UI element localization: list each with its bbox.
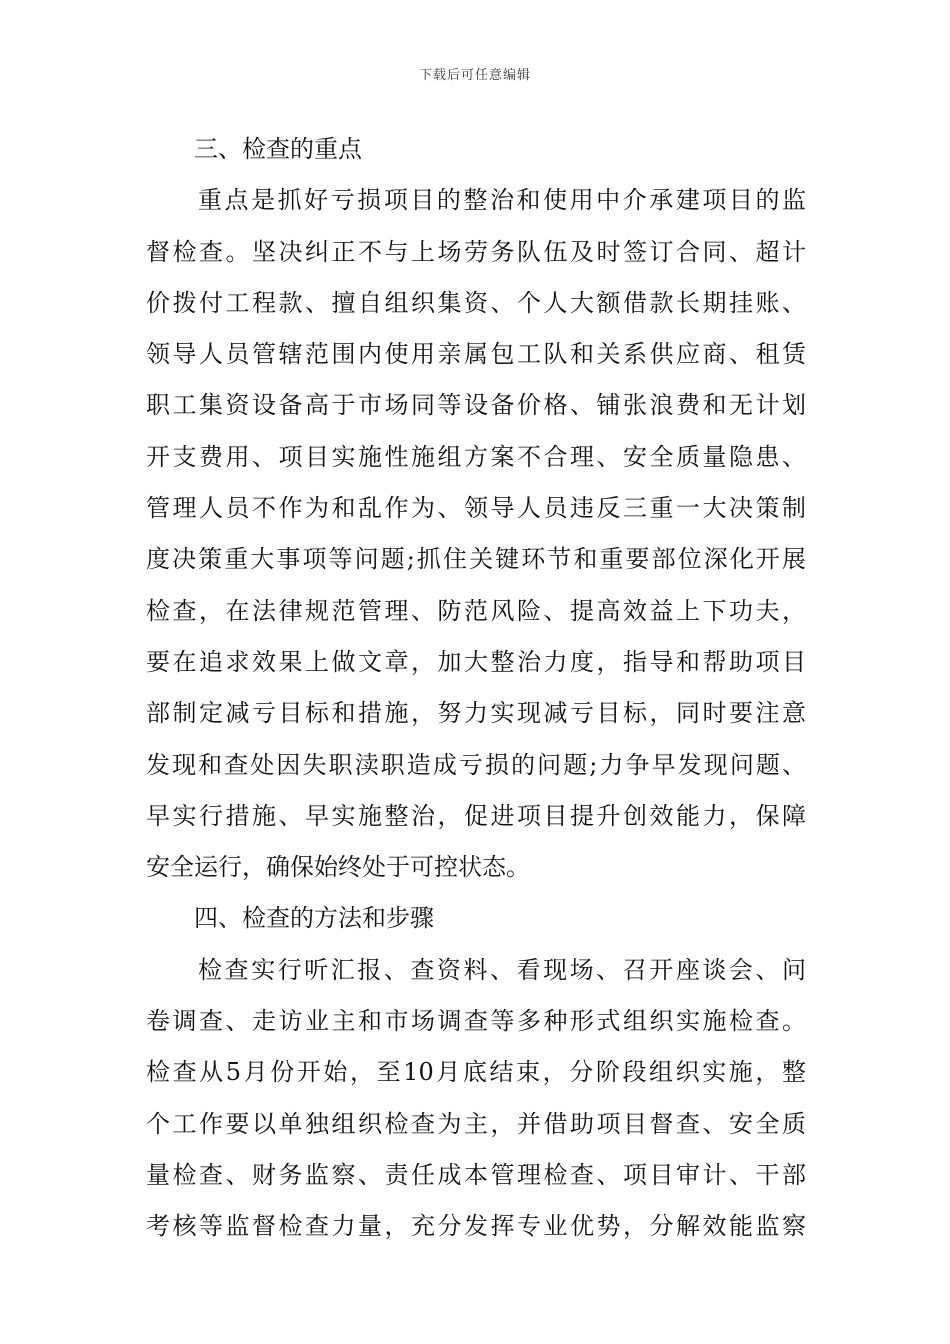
section-paragraph bbox=[146, 945, 806, 1253]
paragraph-line: 价拨付工程款、擅自组织集资、个人大额借款长期挂账、 bbox=[146, 288, 806, 317]
paragraph-line: 部制定减亏目标和措施，努力实现减亏目标，同时要注意 bbox=[146, 699, 806, 728]
paragraph-line: 考核等监督检查力量，充分发挥专业优势，分解效能监察 bbox=[146, 1212, 806, 1241]
paragraph-line: 检查实行听汇报、查资料、看现场、召开座谈会、问 bbox=[198, 955, 806, 984]
page-header: 下载后可任意编辑 bbox=[418, 68, 531, 83]
paragraph-line: 检查从5月份开始，至10月底结束，分阶段组织实施，整 bbox=[146, 1058, 806, 1087]
paragraph-line: 重点是抓好亏损项目的整治和使用中介承建项目的监 bbox=[198, 186, 806, 215]
paragraph-line: 检查，在法律规范管理、防范风险、提高效益上下功夫， bbox=[146, 596, 806, 625]
paragraph-line: 领导人员管辖范围内使用亲属包工队和关系供应商、租赁 bbox=[146, 340, 806, 369]
paragraph-line: 开支费用、项目实施性施组方案不合理、安全质量隐患、 bbox=[146, 442, 806, 471]
paragraph-line: 要在追求效果上做文章，加大整治力度，指导和帮助项目 bbox=[146, 647, 806, 676]
document-body bbox=[146, 124, 806, 1253]
paragraph-line: 个工作要以单独组织检查为主，并借助项目督查、安全质 bbox=[146, 1109, 806, 1138]
section-paragraph bbox=[146, 175, 806, 893]
section-heading: 四、检查的方法和步骤 bbox=[194, 904, 434, 933]
paragraph-line: 量检查、财务监察、责任成本管理检查、项目审计、干部 bbox=[146, 1160, 806, 1189]
paragraph-line: 管理人员不作为和乱作为、领导人员违反三重一大决策制 bbox=[146, 494, 806, 523]
paragraph-line: 安全运行，确保始终处于可控状态。 bbox=[146, 853, 530, 882]
paragraph-line: 发现和查处因失职渎职造成亏损的问题;力争早发现问题、 bbox=[146, 750, 806, 779]
paragraph-line: 卷调查、走访业主和市场调查等多种形式组织实施检查。 bbox=[146, 1007, 806, 1036]
section-heading: 三、检查的重点 bbox=[194, 135, 362, 163]
paragraph-line: 职工集资设备高于市场同等设备价格、铺张浪费和无计划 bbox=[146, 391, 806, 420]
paragraph-line: 督检查。坚决纠正不与上场劳务队伍及时签订合同、超计 bbox=[146, 237, 806, 266]
paragraph-line: 度决策重大事项等问题;抓住关键环节和重要部位深化开展 bbox=[146, 545, 806, 574]
paragraph-line: 早实行措施、早实施整治，促进项目提升创效能力，保障 bbox=[146, 801, 806, 830]
